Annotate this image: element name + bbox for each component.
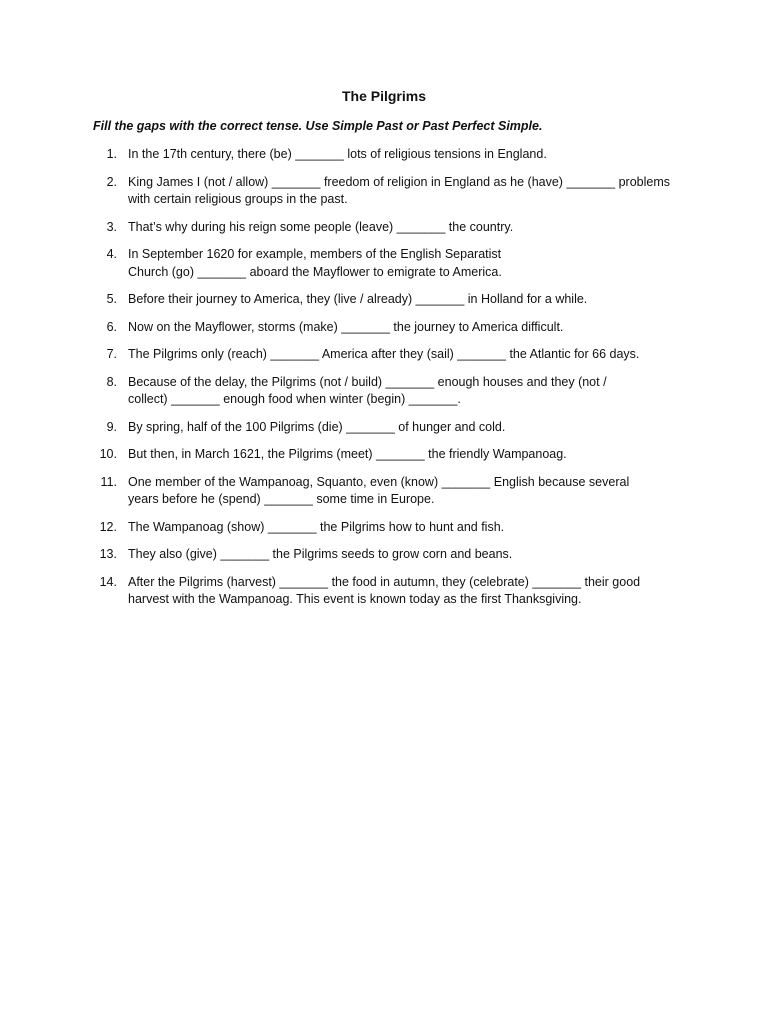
question-text: In September 1620 for example, members of the English Separatist Church (go) _______ aboard the Mayflower to emigrate to America. — [128, 247, 502, 279]
question-text: Before their journey to America, they (live / already) _______ in Holland for a while. — [128, 292, 588, 306]
question-number: 8. — [106, 374, 117, 389]
question-item — [0, 446, 768, 464]
question-text: One member of the Wampanoag, Squanto, even (know) _______ English because several years before he (spend) _______ some time in Europe. — [128, 474, 630, 506]
question-item — [0, 319, 768, 337]
question-item — [0, 346, 768, 364]
question-item — [0, 419, 768, 437]
question-number: 1. — [106, 147, 117, 161]
question-list — [0, 146, 768, 619]
question-item — [0, 374, 768, 409]
question-text: After the Pilgrims (harvest) _______ the food in autumn, they (celebrate) _______ their good harvest with the Wampanoag. This event is known today as the first Thanksgiving. — [128, 574, 641, 606]
question-text: The Pilgrims only (reach) _______ America after they (sail) _______ the Atlantic for 66 days. — [128, 347, 640, 361]
question-text: The Wampanoag (show) _______ the Pilgrims how to hunt and fish. — [128, 519, 505, 534]
question-number: 11. — [100, 474, 117, 489]
question-text: By spring, half of the 100 Pilgrims (die) _______ of hunger and cold. — [128, 419, 506, 434]
question-text: In the 17th century, there (be) _______ lots of religious tensions in England. — [128, 147, 547, 161]
question-text: Now on the Mayflower, storms (make) _______ the journey to America difficult. — [128, 319, 564, 334]
question-text: King James I (not / allow) _______ freedom of religion in England as he (have) _______ problems with certain religious groups in the past. — [128, 174, 670, 206]
question-item — [0, 246, 768, 281]
question-number: 5. — [106, 292, 117, 306]
question-item — [0, 546, 768, 564]
question-item — [0, 474, 768, 509]
question-number: 14. — [99, 574, 117, 589]
question-text: But then, in March 1621, the Pilgrims (meet) _______ the friendly Wampanoag. — [128, 447, 567, 461]
question-number: 10. — [99, 447, 117, 461]
question-item — [0, 574, 768, 609]
question-number: 2. — [106, 174, 117, 189]
question-number: 3. — [106, 219, 117, 234]
page-title: The Pilgrims — [341, 88, 427, 104]
question-item — [0, 219, 768, 237]
question-item — [0, 146, 768, 164]
question-item — [0, 291, 768, 309]
question-text: They also (give) _______ the Pilgrims seeds to grow corn and beans. — [128, 547, 513, 561]
question-text: That’s why during his reign some people (leave) _______ the country. — [128, 219, 514, 234]
question-number: 4. — [106, 247, 117, 261]
question-text: Because of the delay, the Pilgrims (not / build) _______ enough houses and they (not / collect) _______ enough food when winter (begin) _______. — [128, 374, 607, 406]
question-number: 9. — [106, 419, 117, 434]
question-item — [0, 519, 768, 537]
instructions: Fill the gaps with the correct tense. Use Simple Past or Past Perfect Simple. — [93, 119, 543, 133]
question-item — [0, 174, 768, 209]
question-number: 7. — [106, 347, 117, 361]
question-number: 12. — [99, 519, 117, 534]
question-number: 13. — [99, 547, 117, 561]
question-number: 6. — [106, 319, 117, 334]
